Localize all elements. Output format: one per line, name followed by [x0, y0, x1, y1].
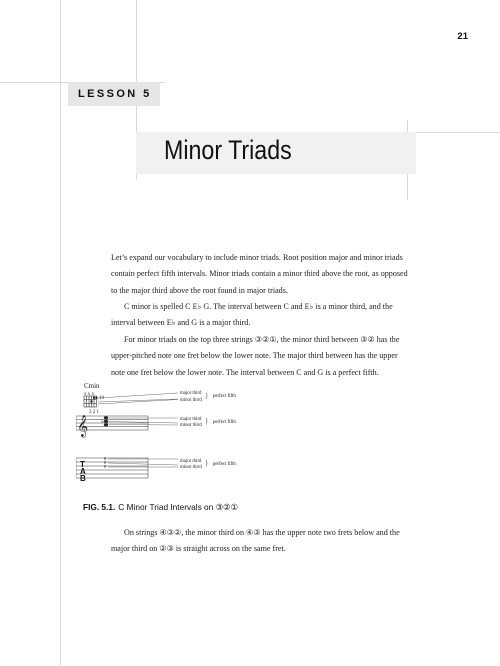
label-perfect-fifth: perfect fifth: [213, 420, 236, 425]
label-perfect-fifth: perfect fifth: [213, 394, 236, 399]
grid-line-vertical: [60, 0, 61, 666]
finger-dot: [93, 397, 95, 399]
label-minor-third: minor third: [180, 398, 202, 403]
paragraph-1: Let’s expand our vocabulary to include minor triads. Root position major and minor triads contain perfect fifth intervals. Minor triads contain a minor third above the root, as opposed to the major third above the root found in major triads.: [111, 253, 408, 295]
tab-letter-a: A: [80, 467, 86, 476]
tab-letter-b: B: [80, 474, 86, 483]
paragraph-2: C minor is spelled C E♭ G. The interval between C and E♭ is a minor third, and the interval between E♭ and G is a major third.: [111, 302, 393, 328]
page-number: 21: [457, 31, 468, 42]
label-perfect-fifth: perfect fifth: [213, 462, 236, 467]
tab-letter-t: T: [80, 460, 85, 469]
lesson-label: LESSON 5: [78, 88, 152, 100]
figure-caption: [83, 502, 238, 512]
figure-caption-label: FIG. 5.1.: [83, 502, 116, 512]
chord-name: Cmin: [84, 382, 100, 390]
label-minor-third: minor third: [180, 423, 202, 428]
fret-number: 10: [99, 396, 104, 401]
finger-dot: [90, 400, 92, 402]
svg-text:}: }: [205, 459, 209, 467]
tab-number: 8: [104, 456, 107, 461]
chord-notes: [104, 416, 108, 426]
paragraph-4: On strings ④③②, the minor third on ④③ has the upper note two frets below and the major third on ②③ is straight across on the same fret.: [111, 528, 400, 554]
label-major-third: major third: [180, 417, 202, 422]
figure-caption-text: C Minor Triad Intervals on ③②①: [118, 502, 238, 512]
svg-text:}: }: [205, 417, 209, 425]
label-major-third: major third: [180, 391, 202, 396]
tab-number: 8: [104, 460, 107, 465]
finger-dot: [95, 397, 97, 399]
label-major-third: major third: [180, 459, 202, 464]
muted-string-marks: x x x: [84, 392, 94, 397]
svg-text:♭: ♭: [101, 419, 104, 425]
treble-clef: 𝄞: [77, 416, 89, 437]
page-title: Minor Triads: [164, 135, 292, 165]
svg-text:}: }: [205, 391, 209, 400]
label-minor-third: minor third: [180, 465, 202, 470]
paragraph-3: For minor triads on the top three strings ③②①, the minor third between ③② has the upper-pitched note one fret below the lower note. The major third between has the upper note one fret below the lower note. The interval between C and G is a perfect fifth.: [111, 335, 400, 377]
tab-number: 8: [104, 464, 107, 469]
figure-notation: [76, 376, 276, 494]
fingering: 3 2 1: [89, 410, 99, 415]
